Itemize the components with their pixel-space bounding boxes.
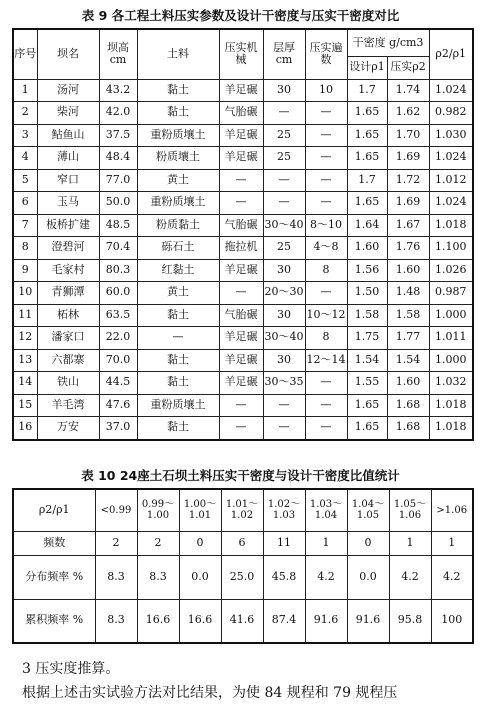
table10 [12,488,474,644]
header-compacted: 压实ρ2 [387,57,429,80]
cell-compacted: 1.74 [387,79,429,102]
cell-soil: 粉质黏土 [137,214,219,237]
cell-design: 1.65 [347,147,387,170]
cell-value: 4.2 [389,555,431,599]
cell-index: 6 [13,192,37,215]
cell-value: 0.0 [347,555,389,599]
cell-design: 1.64 [347,214,387,237]
cell-compacted: 1.72 [387,169,429,192]
cell-index: 8 [13,237,37,260]
cell-layer: 30 [263,259,305,282]
cell-machine: 拖拉机 [219,237,263,260]
cell-value: 87.4 [263,599,305,643]
cell-compacted: 1.69 [387,147,429,170]
cell-index: 9 [13,259,37,282]
cell-ratio: 1.012 [429,169,473,192]
cell-ratio: 1.018 [429,394,473,417]
cell-soil: 黏土 [137,79,219,102]
cell-value: 1 [305,531,347,555]
cell-machine: 气胎碾 [219,304,263,327]
cell-layer: 30 [263,349,305,372]
range-header: 1.04～1.05 [347,489,389,531]
cell-value: 91.6 [305,599,347,643]
cell-design: 1.60 [347,237,387,260]
cell-layer: — [263,169,305,192]
cell-index: 16 [13,417,37,440]
cell-value: 100 [431,599,473,643]
cell-index: 10 [13,282,37,305]
cell-soil: 重粉质壤土 [137,124,219,147]
table10-caption: 表 10 24座土石坝土料压实干密度与设计干密度比值统计 [81,468,400,483]
cell-value: 2 [95,531,137,555]
cell-ratio: 1.026 [429,259,473,282]
cell-layer: — [263,417,305,440]
cell-layer: — [263,394,305,417]
cell-ratio: 0.987 [429,282,473,305]
cell-compacted: 1.60 [387,259,429,282]
cell-compacted: 1.67 [387,214,429,237]
cell-index: 15 [13,394,37,417]
cell-index: 1 [13,79,37,102]
cell-design: 1.54 [347,349,387,372]
cell-value: 8.3 [95,555,137,599]
header-dam: 坝名 [37,29,99,79]
header-ratio: ρ2/ρ1 [429,29,473,79]
cell-ratio: 1.000 [429,349,473,372]
cell-value: 8.3 [137,555,179,599]
table-row [13,79,473,102]
cell-dam: 六都寨 [37,349,99,372]
cell-design: 1.65 [347,394,387,417]
cell-ratio: 1.030 [429,124,473,147]
cell-index: 7 [13,214,37,237]
cell-soil: 重粉质壤土 [137,192,219,215]
cell-layer: — [263,102,305,125]
cell-compacted: 1.77 [387,327,429,350]
cell-value: 4.2 [431,555,473,599]
cell-dam: 柘林 [37,304,99,327]
cell-layer: 30～40 [263,327,305,350]
cell-layer: 25 [263,237,305,260]
table-row [13,327,473,350]
cell-soil: 黏土 [137,372,219,395]
cell-dam: 玉马 [37,192,99,215]
range-header: 1.01～1.02 [221,489,263,531]
cell-height: 77.0 [99,169,137,192]
range-header: 1.03～1.04 [305,489,347,531]
cell-layer: 30 [263,79,305,102]
cell-index: 13 [13,349,37,372]
cell-height: 50.0 [99,192,137,215]
table-row [13,304,473,327]
cell-ratio: 1.024 [429,192,473,215]
cell-compacted: 1.58 [387,304,429,327]
header-layer: 层厚 cm [263,29,305,79]
table-row [13,124,473,147]
cell-compacted: 1.60 [387,372,429,395]
cell-machine: 羊足碾 [219,147,263,170]
cell-machine: 羊足碾 [219,259,263,282]
header-design: 设计ρ1 [347,57,387,80]
range-header: 1.00～1.01 [179,489,221,531]
range-header: >1.06 [431,489,473,531]
table-row [13,282,473,305]
cell-machine: — [219,282,263,305]
cell-passes: — [305,282,347,305]
table-row [13,147,473,170]
cell-soil: 红黏土 [137,259,219,282]
section-paragraph: 根据上述击实试验方法对比结果，为使 84 规程和 79 规程压 [22,685,398,701]
cell-design: 1.50 [347,282,387,305]
cell-machine: — [219,192,263,215]
cell-ratio: 1.018 [429,214,473,237]
cell-height: 60.0 [99,282,137,305]
cell-soil: 黏土 [137,417,219,440]
cell-design: 1.75 [347,327,387,350]
cell-dam: 羊毛湾 [37,394,99,417]
cell-dam: 铁山 [37,372,99,395]
cell-soil: 黏土 [137,349,219,372]
cell-height: 47.6 [99,394,137,417]
table-row [13,102,473,125]
cell-value: 11 [263,531,305,555]
table-row [13,192,473,215]
cell-soil: 黄土 [137,282,219,305]
cell-dam: 万安 [37,417,99,440]
cell-design: 1.58 [347,304,387,327]
cell-value: 95.8 [389,599,431,643]
cell-value: 1 [389,531,431,555]
cell-compacted: 1.70 [387,124,429,147]
header-soil: 土料 [137,29,219,79]
table-row [13,555,473,599]
section-heading: 3 压实度推算。 [22,661,120,677]
cell-dam: 窄口 [37,169,99,192]
table-row [13,169,473,192]
cell-height: 37.5 [99,124,137,147]
cell-value: 16.6 [179,599,221,643]
cell-machine: — [219,417,263,440]
cell-passes: 12～14 [305,349,347,372]
cell-passes: — [305,417,347,440]
cell-index: 12 [13,327,37,350]
cell-dam: 潘家口 [37,327,99,350]
table-row [13,599,473,643]
cell-dam: 汤河 [37,79,99,102]
cell-ratio: 1.011 [429,327,473,350]
cell-design: 1.7 [347,169,387,192]
table-row [13,394,473,417]
cell-ratio: 1.000 [429,304,473,327]
cell-layer: 25 [263,147,305,170]
range-header: <0.99 [95,489,137,531]
cell-value: 1 [431,531,473,555]
table-row [13,237,473,260]
cell-value: 45.8 [263,555,305,599]
cell-passes: 10 [305,79,347,102]
row-label: 频数 [13,531,95,555]
table-row [13,214,473,237]
cell-machine: 羊足碾 [219,372,263,395]
cell-height: 22.0 [99,327,137,350]
cell-value: 91.6 [347,599,389,643]
cell-height: 44.5 [99,372,137,395]
cell-ratio: 1.018 [429,417,473,440]
cell-compacted: 1.68 [387,394,429,417]
cell-passes: — [305,372,347,395]
cell-index: 3 [13,124,37,147]
header-index: 序号 [13,29,37,79]
table-row [13,531,473,555]
range-header: 0.99～1.00 [137,489,179,531]
cell-height: 70.4 [99,237,137,260]
cell-passes: 8 [305,327,347,350]
cell-dam: 柴河 [37,102,99,125]
cell-height: 37.0 [99,417,137,440]
cell-dam: 青狮潭 [37,282,99,305]
cell-value: 25.0 [221,555,263,599]
cell-compacted: 1.68 [387,417,429,440]
cell-passes: — [305,147,347,170]
header-density-group: 干密度 g/cm3 [347,29,429,57]
header-height: 坝高 cm [99,29,137,79]
table9-caption: 表 9 各工程土料压实参数及设计干密度与压实干密度对比 [81,8,400,23]
cell-machine: — [219,169,263,192]
cell-machine: 气胎碾 [219,102,263,125]
cell-machine: 气胎碾 [219,214,263,237]
table9 [12,28,474,441]
cell-index: 2 [13,102,37,125]
cell-passes: — [305,102,347,125]
cell-design: 1.65 [347,124,387,147]
cell-machine: 羊足碾 [219,327,263,350]
table-row [13,417,473,440]
cell-passes: 4～8 [305,237,347,260]
cell-machine: 羊足碾 [219,79,263,102]
cell-design: 1.56 [347,259,387,282]
range-header: 1.05～1.06 [389,489,431,531]
cell-index: 5 [13,169,37,192]
cell-ratio: 1.032 [429,372,473,395]
table-row [13,372,473,395]
cell-height: 48.5 [99,214,137,237]
cell-height: 43.2 [99,79,137,102]
cell-design: 1.65 [347,417,387,440]
cell-soil: 重粉质壤土 [137,394,219,417]
cell-value: 2 [137,531,179,555]
cell-ratio: 1.024 [429,147,473,170]
table-row [13,349,473,372]
cell-compacted: 1.54 [387,349,429,372]
header-machine: 压实机械 [219,29,263,79]
cell-design: 1.7 [347,79,387,102]
cell-compacted: 1.48 [387,282,429,305]
cell-dam: 薄山 [37,147,99,170]
cell-height: 70.0 [99,349,137,372]
cell-layer: — [263,192,305,215]
cell-soil: 黄土 [137,169,219,192]
cell-value: 8.3 [95,599,137,643]
table10-header-label: ρ2/ρ1 [13,489,95,531]
cell-passes: — [305,124,347,147]
cell-layer: 20～30 [263,282,305,305]
cell-soil: 黏土 [137,304,219,327]
cell-value: 6 [221,531,263,555]
cell-value: 0 [347,531,389,555]
cell-dam: 鲇鱼山 [37,124,99,147]
cell-dam: 澄碧河 [37,237,99,260]
cell-passes: 8 [305,259,347,282]
cell-height: 48.4 [99,147,137,170]
cell-layer: 30～40 [263,214,305,237]
cell-machine: 羊足碾 [219,124,263,147]
cell-value: 16.6 [137,599,179,643]
cell-layer: 25 [263,124,305,147]
cell-design: 1.55 [347,372,387,395]
cell-design: 1.65 [347,102,387,125]
cell-soil: 砾石土 [137,237,219,260]
cell-compacted: 1.76 [387,237,429,260]
cell-compacted: 1.62 [387,102,429,125]
row-label: 累积频率 % [13,599,95,643]
range-header: 1.02～1.03 [263,489,305,531]
table-row [13,259,473,282]
row-label: 分布频率 % [13,555,95,599]
header-passes: 压实遍数 [305,29,347,79]
cell-dam: 板桥扩建 [37,214,99,237]
cell-dam: 毛家村 [37,259,99,282]
cell-value: 4.2 [305,555,347,599]
cell-index: 14 [13,372,37,395]
cell-design: 1.65 [347,192,387,215]
cell-height: 63.5 [99,304,137,327]
cell-index: 11 [13,304,37,327]
cell-soil: 黏土 [137,102,219,125]
cell-layer: 30～35 [263,372,305,395]
cell-ratio: 1.024 [429,79,473,102]
cell-machine: 羊足碾 [219,349,263,372]
cell-soil: 粉质壤土 [137,147,219,170]
cell-height: 42.0 [99,102,137,125]
cell-value: 41.6 [221,599,263,643]
cell-passes: 8～10 [305,214,347,237]
cell-machine: — [219,394,263,417]
cell-index: 4 [13,147,37,170]
cell-value: 0.0 [179,555,221,599]
cell-layer: 30 [263,304,305,327]
cell-ratio: 0.982 [429,102,473,125]
cell-soil: — [137,327,219,350]
cell-passes: — [305,169,347,192]
cell-height: 80.3 [99,259,137,282]
cell-compacted: 1.69 [387,192,429,215]
cell-passes: — [305,394,347,417]
cell-passes: 10～12 [305,304,347,327]
cell-value: 0 [179,531,221,555]
cell-ratio: 1.100 [429,237,473,260]
cell-passes: — [305,192,347,215]
